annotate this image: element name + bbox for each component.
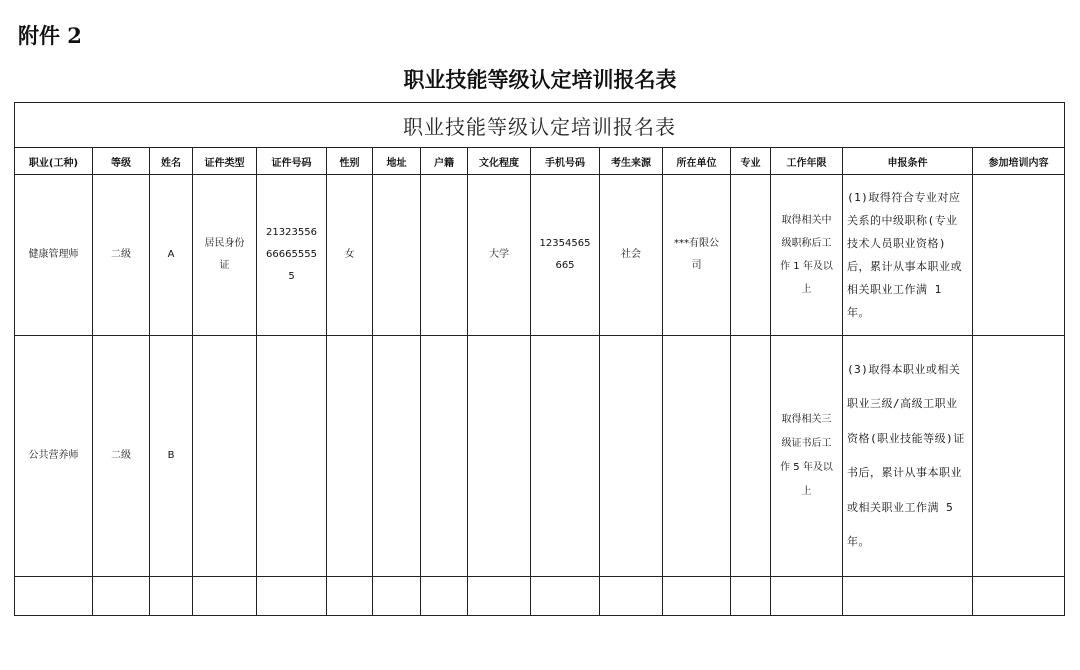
cell-level: 二级: [93, 175, 150, 336]
empty-cell: [600, 577, 663, 616]
header-id-number: 证件号码: [257, 148, 327, 175]
cell-id-number: [257, 336, 327, 577]
cell-gender: [327, 336, 373, 577]
header-condition: 申报条件: [843, 148, 973, 175]
cell-phone: 12354565665: [531, 175, 600, 336]
table-row: [15, 175, 1065, 336]
empty-cell: [421, 577, 468, 616]
attachment-label: 附件 2: [18, 23, 82, 48]
empty-cell: [468, 577, 531, 616]
header-level: 等级: [93, 148, 150, 175]
cell-major: [731, 336, 771, 577]
cell-gender: 女: [327, 175, 373, 336]
empty-cell: [150, 577, 193, 616]
empty-cell: [843, 577, 973, 616]
cell-id-type: [193, 336, 257, 577]
registration-table: [14, 102, 1065, 616]
header-phone: 手机号码: [531, 148, 600, 175]
cell-training: [973, 175, 1065, 336]
cell-employer: [663, 336, 731, 577]
cell-source: [600, 336, 663, 577]
empty-cell: [531, 577, 600, 616]
empty-cell: [731, 577, 771, 616]
header-work-years: 工作年限: [771, 148, 843, 175]
header-gender: 性别: [327, 148, 373, 175]
cell-id-type: 居民身份证: [193, 175, 257, 336]
cell-address: [373, 175, 421, 336]
cell-education: 大学: [468, 175, 531, 336]
empty-cell: [15, 577, 93, 616]
cell-work-years: 取得相关中级职称后工作 1 年及以上: [771, 175, 843, 336]
cell-education: [468, 336, 531, 577]
cell-major: [731, 175, 771, 336]
cell-household: [421, 336, 468, 577]
cell-employer: ***有限公司: [663, 175, 731, 336]
empty-table-row: [15, 577, 1065, 616]
cell-occupation: 公共营养师: [15, 336, 93, 577]
cell-household: [421, 175, 468, 336]
header-employer: 所在单位: [663, 148, 731, 175]
header-id-type: 证件类型: [193, 148, 257, 175]
empty-cell: [771, 577, 843, 616]
header-major: 专业: [731, 148, 771, 175]
table-row: [15, 336, 1065, 577]
header-name: 姓名: [150, 148, 193, 175]
header-source: 考生来源: [600, 148, 663, 175]
document-title: 职业技能等级认定培训报名表: [403, 67, 677, 92]
empty-cell: [93, 577, 150, 616]
cell-work-years: 取得相关三级证书后工作 5 年及以上: [771, 336, 843, 577]
header-training: 参加培训内容: [973, 148, 1065, 175]
header-address: 地址: [373, 148, 421, 175]
header-household: 户籍: [421, 148, 468, 175]
cell-training: [973, 336, 1065, 577]
empty-cell: [193, 577, 257, 616]
header-occupation: 职业(工种): [15, 148, 93, 175]
empty-cell: [327, 577, 373, 616]
cell-phone: [531, 336, 600, 577]
cell-id-number: 21323556666655555: [257, 175, 327, 336]
cell-condition: (1)取得符合专业对应关系的中级职称(专业技术人员职业资格)后，累计从事本职业或相关职业工作满 1 年。: [843, 175, 973, 336]
cell-occupation: 健康管理师: [15, 175, 93, 336]
cell-name: B: [150, 336, 193, 577]
cell-source: 社会: [600, 175, 663, 336]
header-education: 文化程度: [468, 148, 531, 175]
empty-cell: [973, 577, 1065, 616]
empty-cell: [663, 577, 731, 616]
cell-address: [373, 336, 421, 577]
table-title: 职业技能等级认定培训报名表: [15, 103, 1065, 148]
cell-condition: (3)取得本职业或相关职业三级/高级工职业资格(职业技能等级)证书后，累计从事本职业或相关职业工作满 5 年。: [843, 336, 973, 577]
cell-name: A: [150, 175, 193, 336]
cell-level: 二级: [93, 336, 150, 577]
empty-cell: [373, 577, 421, 616]
empty-cell: [257, 577, 327, 616]
